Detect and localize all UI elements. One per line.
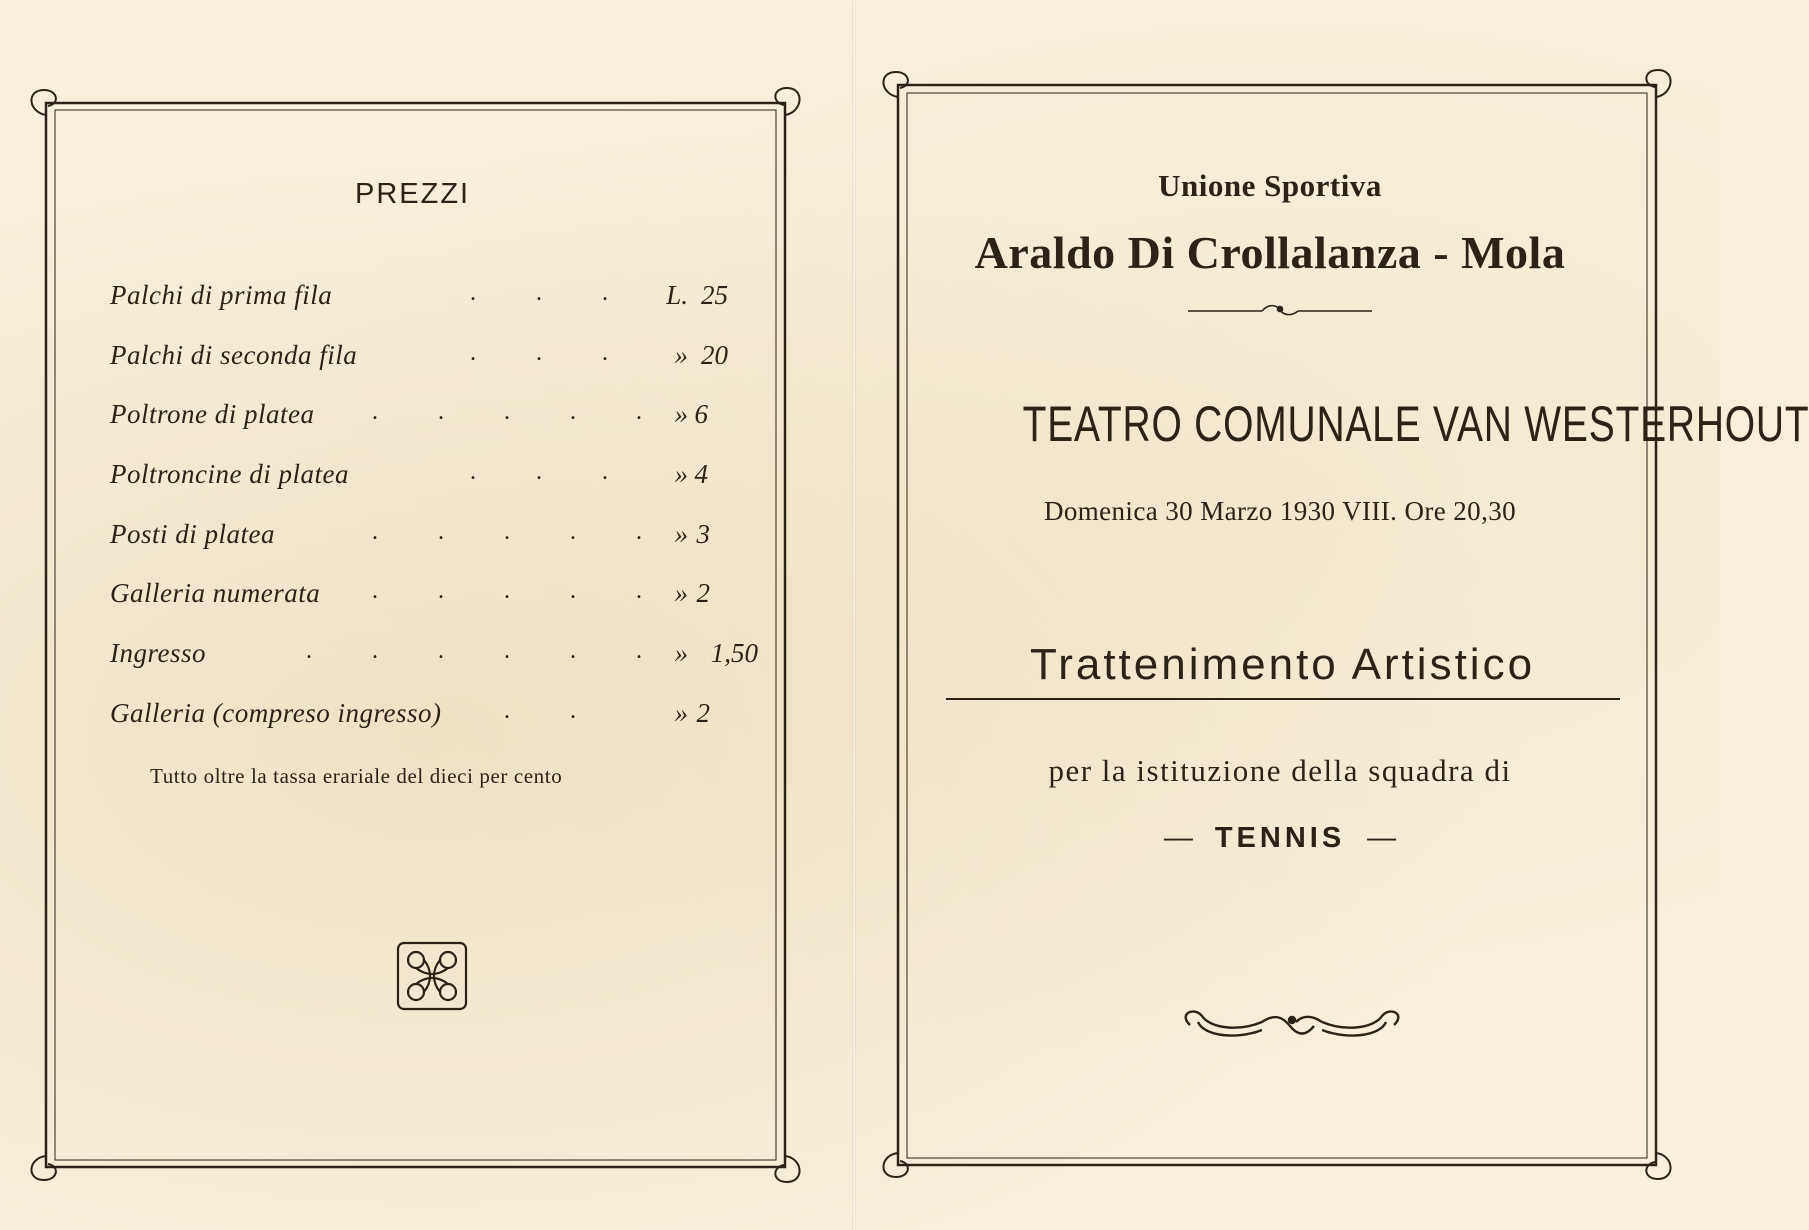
price-currency: » <box>674 399 688 429</box>
theatre-name: TEATRO COMUNALE VAN WESTERHOUT <box>1022 396 1809 452</box>
price-value: 6 <box>694 399 708 429</box>
price-value: 2 <box>696 698 710 728</box>
price-currency: » <box>674 340 688 370</box>
price-value: 2 <box>696 578 710 608</box>
title-underline <box>946 698 1620 700</box>
leader-dots: . . . . . <box>372 399 642 425</box>
price-label: Ingresso <box>110 638 206 668</box>
leader-dots: . . . . . <box>372 519 642 545</box>
leader-dots: . . . <box>470 340 608 366</box>
event-purpose: per la istituzione della squadra di <box>1048 753 1512 788</box>
dash-right: — <box>1367 822 1397 854</box>
price-currency: » <box>674 698 688 728</box>
tax-note: Tutto oltre la tassa erariale del dieci per cento <box>150 764 563 788</box>
price-row-galleria-compreso <box>110 698 770 738</box>
price-currency: » <box>674 638 688 668</box>
sport-name: TENNIS <box>1214 822 1346 854</box>
price-label: Palchi di seconda fila <box>110 340 358 370</box>
sport-line <box>1080 822 1480 855</box>
left-frame-corner-ornaments <box>31 88 799 1182</box>
event-date: Domenica 30 Marzo 1930 VIII. Ore 20,30 <box>1043 496 1517 526</box>
left-frame-border <box>46 103 785 1167</box>
price-label: Poltrone di platea <box>110 399 315 429</box>
leader-dots: . . <box>504 698 576 724</box>
price-value: 25 <box>701 280 728 310</box>
price-currency: » <box>674 519 688 549</box>
dash-left: — <box>1163 822 1193 854</box>
price-row-galleria-numerata <box>110 578 770 618</box>
event-title: Trattenimento Artistico <box>1029 640 1536 689</box>
leader-dots: . . . . . <box>372 578 642 604</box>
price-row-posti <box>110 519 770 559</box>
knot-ornament <box>398 943 466 1009</box>
club-divider-ornament <box>1188 306 1372 315</box>
price-label: Galleria (compreso ingresso) <box>110 698 442 728</box>
price-label: Palchi di prima fila <box>110 280 333 310</box>
scroll-ornament <box>1186 1011 1399 1035</box>
price-row-poltroncine <box>110 459 770 499</box>
prices-title: PREZZI <box>355 178 471 210</box>
price-row-ingresso <box>110 638 770 678</box>
club-name: Araldo Di Crollalanza - Mola <box>974 227 1566 278</box>
price-value: 4 <box>694 459 708 489</box>
price-value: 20 <box>701 340 728 370</box>
price-row-palchi-prima <box>110 280 770 320</box>
leader-dots: . . . . . . <box>306 638 642 664</box>
price-currency: » <box>674 459 688 489</box>
price-label: Galleria numerata <box>110 578 321 608</box>
union-heading: Unione Sportiva <box>1158 168 1382 203</box>
leader-dots: . . . <box>470 280 608 306</box>
price-currency: » <box>674 578 688 608</box>
price-row-palchi-seconda <box>110 340 770 380</box>
price-value: 1,50 <box>710 638 758 668</box>
price-row-poltrone <box>110 399 770 439</box>
price-label: Posti di platea <box>110 519 275 549</box>
price-currency: L. <box>666 280 688 310</box>
leader-dots: . . . <box>470 459 608 485</box>
price-label: Poltroncine di platea <box>110 459 349 489</box>
price-value: 3 <box>696 519 710 549</box>
